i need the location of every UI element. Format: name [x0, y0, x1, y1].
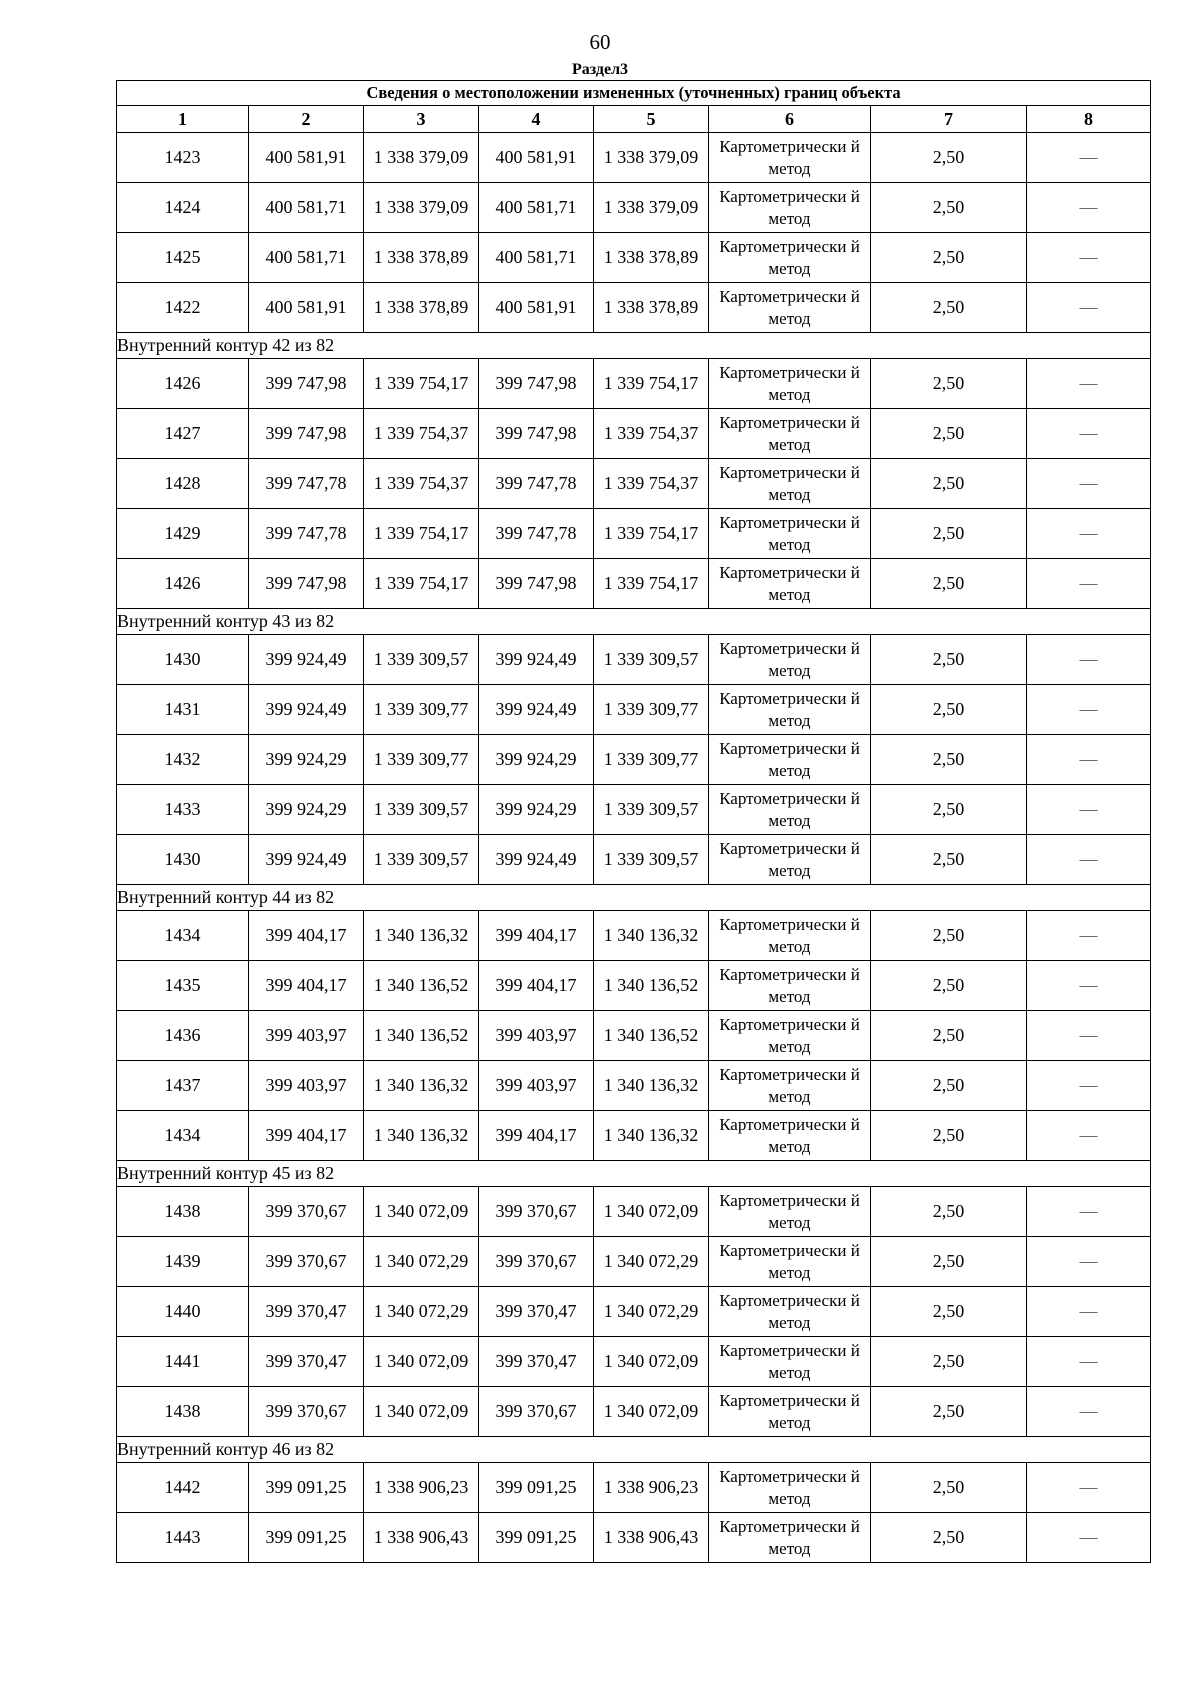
accuracy-cell: 2,50	[871, 1111, 1027, 1161]
accuracy-cell: 2,50	[871, 1061, 1027, 1111]
point-number-cell: 1436	[117, 1011, 249, 1061]
accuracy-cell: 2,50	[871, 785, 1027, 835]
accuracy-cell: 2,50	[871, 685, 1027, 735]
note-cell: —	[1027, 459, 1151, 509]
table-row	[117, 835, 1151, 885]
x-coordinate-new-cell: 400 581,71	[479, 233, 594, 283]
note-cell: —	[1027, 911, 1151, 961]
x-coordinate-old-cell: 399 924,49	[249, 635, 364, 685]
table-row	[117, 283, 1151, 333]
note-cell: —	[1027, 1463, 1151, 1513]
x-coordinate-old-cell: 399 403,97	[249, 1061, 364, 1111]
x-coordinate-new-cell: 399 091,25	[479, 1463, 594, 1513]
y-coordinate-old-cell: 1 339 309,77	[364, 735, 479, 785]
note-cell: —	[1027, 735, 1151, 785]
x-coordinate-new-cell: 399 747,98	[479, 559, 594, 609]
x-coordinate-new-cell: 400 581,91	[479, 283, 594, 333]
accuracy-cell: 2,50	[871, 1463, 1027, 1513]
x-coordinate-old-cell: 399 747,78	[249, 459, 364, 509]
note-cell: —	[1027, 1111, 1151, 1161]
y-coordinate-new-cell: 1 340 136,32	[594, 1111, 709, 1161]
note-cell: —	[1027, 1187, 1151, 1237]
note-cell: —	[1027, 283, 1151, 333]
point-number-cell: 1430	[117, 635, 249, 685]
contour-label: Внутренний контур 43 из 82	[117, 609, 1151, 635]
point-number-cell: 1443	[117, 1513, 249, 1563]
method-cell: Картометрически й метод	[709, 1463, 871, 1513]
table-row	[117, 183, 1151, 233]
y-coordinate-new-cell: 1 339 754,17	[594, 509, 709, 559]
column-header-2: 2	[249, 106, 364, 133]
x-coordinate-old-cell: 399 370,67	[249, 1187, 364, 1237]
x-coordinate-new-cell: 399 747,78	[479, 459, 594, 509]
point-number-cell: 1431	[117, 685, 249, 735]
table-row	[117, 1513, 1151, 1563]
note-cell: —	[1027, 509, 1151, 559]
x-coordinate-old-cell: 399 404,17	[249, 911, 364, 961]
y-coordinate-old-cell: 1 339 309,77	[364, 685, 479, 735]
column-header-5: 5	[594, 106, 709, 133]
method-cell: Картометрически й метод	[709, 1387, 871, 1437]
x-coordinate-new-cell: 399 370,67	[479, 1387, 594, 1437]
x-coordinate-old-cell: 399 404,17	[249, 961, 364, 1011]
method-cell: Картометрически й метод	[709, 1111, 871, 1161]
y-coordinate-old-cell: 1 340 072,29	[364, 1237, 479, 1287]
x-coordinate-new-cell: 400 581,91	[479, 133, 594, 183]
note-cell: —	[1027, 359, 1151, 409]
table-row	[117, 685, 1151, 735]
note-cell: —	[1027, 1287, 1151, 1337]
method-cell: Картометрически й метод	[709, 133, 871, 183]
point-number-cell: 1434	[117, 911, 249, 961]
x-coordinate-new-cell: 399 403,97	[479, 1061, 594, 1111]
x-coordinate-old-cell: 399 747,98	[249, 359, 364, 409]
method-cell: Картометрически й метод	[709, 509, 871, 559]
y-coordinate-old-cell: 1 340 136,32	[364, 911, 479, 961]
y-coordinate-new-cell: 1 339 309,57	[594, 785, 709, 835]
y-coordinate-old-cell: 1 339 754,17	[364, 359, 479, 409]
accuracy-cell: 2,50	[871, 835, 1027, 885]
accuracy-cell: 2,50	[871, 635, 1027, 685]
note-cell: —	[1027, 1513, 1151, 1563]
table-row	[117, 635, 1151, 685]
column-header-7: 7	[871, 106, 1027, 133]
y-coordinate-new-cell: 1 339 309,77	[594, 735, 709, 785]
accuracy-cell: 2,50	[871, 911, 1027, 961]
x-coordinate-new-cell: 399 747,98	[479, 409, 594, 459]
point-number-cell: 1422	[117, 283, 249, 333]
point-number-cell: 1438	[117, 1187, 249, 1237]
accuracy-cell: 2,50	[871, 1387, 1027, 1437]
table-row	[117, 1287, 1151, 1337]
y-coordinate-new-cell: 1 339 309,57	[594, 635, 709, 685]
contour-label: Внутренний контур 46 из 82	[117, 1437, 1151, 1463]
y-coordinate-new-cell: 1 339 309,57	[594, 835, 709, 885]
y-coordinate-new-cell: 1 339 754,37	[594, 459, 709, 509]
method-cell: Картометрически й метод	[709, 911, 871, 961]
accuracy-cell: 2,50	[871, 559, 1027, 609]
x-coordinate-new-cell: 399 924,49	[479, 835, 594, 885]
note-cell: —	[1027, 635, 1151, 685]
y-coordinate-new-cell: 1 339 754,17	[594, 359, 709, 409]
x-coordinate-old-cell: 399 370,67	[249, 1387, 364, 1437]
x-coordinate-old-cell: 399 370,67	[249, 1237, 364, 1287]
note-cell: —	[1027, 1237, 1151, 1287]
accuracy-cell: 2,50	[871, 409, 1027, 459]
x-coordinate-new-cell: 399 747,78	[479, 509, 594, 559]
y-coordinate-new-cell: 1 338 379,09	[594, 133, 709, 183]
accuracy-cell: 2,50	[871, 961, 1027, 1011]
x-coordinate-old-cell: 399 924,29	[249, 735, 364, 785]
x-coordinate-new-cell: 399 403,97	[479, 1011, 594, 1061]
y-coordinate-new-cell: 1 340 072,29	[594, 1237, 709, 1287]
y-coordinate-new-cell: 1 340 136,52	[594, 1011, 709, 1061]
x-coordinate-old-cell: 399 924,29	[249, 785, 364, 835]
y-coordinate-old-cell: 1 339 754,17	[364, 509, 479, 559]
y-coordinate-old-cell: 1 340 136,32	[364, 1111, 479, 1161]
y-coordinate-old-cell: 1 339 309,57	[364, 635, 479, 685]
x-coordinate-old-cell: 399 924,49	[249, 835, 364, 885]
y-coordinate-new-cell: 1 339 309,77	[594, 685, 709, 735]
x-coordinate-new-cell: 399 404,17	[479, 961, 594, 1011]
x-coordinate-new-cell: 399 091,25	[479, 1513, 594, 1563]
column-header-3: 3	[364, 106, 479, 133]
method-cell: Картометрически й метод	[709, 559, 871, 609]
point-number-cell: 1423	[117, 133, 249, 183]
table-row	[117, 1237, 1151, 1287]
accuracy-cell: 2,50	[871, 459, 1027, 509]
table-row	[117, 359, 1151, 409]
table-row	[117, 911, 1151, 961]
y-coordinate-new-cell: 1 339 754,17	[594, 559, 709, 609]
note-cell: —	[1027, 685, 1151, 735]
y-coordinate-old-cell: 1 338 379,09	[364, 183, 479, 233]
table-row	[117, 735, 1151, 785]
y-coordinate-new-cell: 1 340 072,09	[594, 1337, 709, 1387]
x-coordinate-old-cell: 399 404,17	[249, 1111, 364, 1161]
x-coordinate-old-cell: 399 747,98	[249, 559, 364, 609]
accuracy-cell: 2,50	[871, 1011, 1027, 1061]
y-coordinate-new-cell: 1 339 754,37	[594, 409, 709, 459]
table-row	[117, 509, 1151, 559]
accuracy-cell: 2,50	[871, 1513, 1027, 1563]
y-coordinate-old-cell: 1 339 309,57	[364, 785, 479, 835]
column-header-4: 4	[479, 106, 594, 133]
x-coordinate-new-cell: 399 747,98	[479, 359, 594, 409]
note-cell: —	[1027, 409, 1151, 459]
accuracy-cell: 2,50	[871, 1237, 1027, 1287]
y-coordinate-old-cell: 1 340 136,52	[364, 1011, 479, 1061]
contour-label: Внутренний контур 44 из 82	[117, 885, 1151, 911]
y-coordinate-new-cell: 1 338 906,23	[594, 1463, 709, 1513]
y-coordinate-new-cell: 1 340 136,32	[594, 911, 709, 961]
accuracy-cell: 2,50	[871, 1187, 1027, 1237]
y-coordinate-old-cell: 1 340 136,32	[364, 1061, 479, 1111]
point-number-cell: 1438	[117, 1387, 249, 1437]
method-cell: Картометрически й метод	[709, 459, 871, 509]
point-number-cell: 1426	[117, 559, 249, 609]
note-cell: —	[1027, 1011, 1151, 1061]
note-cell: —	[1027, 1387, 1151, 1437]
method-cell: Картометрически й метод	[709, 785, 871, 835]
y-coordinate-old-cell: 1 339 754,37	[364, 409, 479, 459]
method-cell: Картометрически й метод	[709, 1187, 871, 1237]
x-coordinate-new-cell: 400 581,71	[479, 183, 594, 233]
y-coordinate-new-cell: 1 340 136,32	[594, 1061, 709, 1111]
table-row	[117, 1011, 1151, 1061]
y-coordinate-old-cell: 1 338 379,09	[364, 133, 479, 183]
point-number-cell: 1429	[117, 509, 249, 559]
contour-header-row	[117, 885, 1151, 911]
table-row	[117, 961, 1151, 1011]
point-number-cell: 1442	[117, 1463, 249, 1513]
method-cell: Картометрически й метод	[709, 1513, 871, 1563]
method-cell: Картометрически й метод	[709, 635, 871, 685]
point-number-cell: 1427	[117, 409, 249, 459]
note-cell: —	[1027, 133, 1151, 183]
point-number-cell: 1425	[117, 233, 249, 283]
table-row	[117, 1187, 1151, 1237]
accuracy-cell: 2,50	[871, 133, 1027, 183]
table-row	[117, 1061, 1151, 1111]
x-coordinate-new-cell: 399 924,29	[479, 735, 594, 785]
y-coordinate-old-cell: 1 340 072,09	[364, 1387, 479, 1437]
accuracy-cell: 2,50	[871, 1287, 1027, 1337]
method-cell: Картометрически й метод	[709, 735, 871, 785]
table-row	[117, 133, 1151, 183]
point-number-cell: 1434	[117, 1111, 249, 1161]
point-number-cell: 1432	[117, 735, 249, 785]
x-coordinate-old-cell: 400 581,91	[249, 283, 364, 333]
y-coordinate-new-cell: 1 338 379,09	[594, 183, 709, 233]
x-coordinate-old-cell: 399 747,78	[249, 509, 364, 559]
method-cell: Картометрически й метод	[709, 1237, 871, 1287]
table-row	[117, 785, 1151, 835]
point-number-cell: 1441	[117, 1337, 249, 1387]
y-coordinate-old-cell: 1 340 072,29	[364, 1287, 479, 1337]
note-cell: —	[1027, 233, 1151, 283]
point-number-cell: 1439	[117, 1237, 249, 1287]
method-cell: Картометрически й метод	[709, 1337, 871, 1387]
table-title: Сведения о местоположении измененных (уточненных) границ объекта	[117, 81, 1151, 106]
note-cell: —	[1027, 1061, 1151, 1111]
y-coordinate-old-cell: 1 338 906,43	[364, 1513, 479, 1563]
accuracy-cell: 2,50	[871, 509, 1027, 559]
y-coordinate-old-cell: 1 339 309,57	[364, 835, 479, 885]
accuracy-cell: 2,50	[871, 233, 1027, 283]
column-header-8: 8	[1027, 106, 1151, 133]
method-cell: Картометрически й метод	[709, 1011, 871, 1061]
table-title-row	[117, 81, 1151, 106]
table-row	[117, 1387, 1151, 1437]
accuracy-cell: 2,50	[871, 1337, 1027, 1387]
x-coordinate-old-cell: 399 924,49	[249, 685, 364, 735]
method-cell: Картометрически й метод	[709, 1061, 871, 1111]
accuracy-cell: 2,50	[871, 735, 1027, 785]
point-number-cell: 1426	[117, 359, 249, 409]
point-number-cell: 1424	[117, 183, 249, 233]
y-coordinate-old-cell: 1 338 378,89	[364, 233, 479, 283]
x-coordinate-new-cell: 399 370,47	[479, 1337, 594, 1387]
note-cell: —	[1027, 785, 1151, 835]
accuracy-cell: 2,50	[871, 359, 1027, 409]
note-cell: —	[1027, 961, 1151, 1011]
table-row	[117, 233, 1151, 283]
x-coordinate-old-cell: 400 581,71	[249, 233, 364, 283]
x-coordinate-new-cell: 399 924,29	[479, 785, 594, 835]
y-coordinate-old-cell: 1 340 072,09	[364, 1337, 479, 1387]
contour-header-row	[117, 1437, 1151, 1463]
table-row	[117, 409, 1151, 459]
column-header-1: 1	[117, 106, 249, 133]
point-number-cell: 1433	[117, 785, 249, 835]
y-coordinate-old-cell: 1 339 754,37	[364, 459, 479, 509]
x-coordinate-new-cell: 399 404,17	[479, 911, 594, 961]
method-cell: Картометрически й метод	[709, 1287, 871, 1337]
x-coordinate-old-cell: 400 581,71	[249, 183, 364, 233]
y-coordinate-old-cell: 1 338 378,89	[364, 283, 479, 333]
x-coordinate-new-cell: 399 370,67	[479, 1187, 594, 1237]
contour-label: Внутренний контур 42 из 82	[117, 333, 1151, 359]
method-cell: Картометрически й метод	[709, 835, 871, 885]
method-cell: Картометрически й метод	[709, 283, 871, 333]
y-coordinate-new-cell: 1 340 072,09	[594, 1187, 709, 1237]
point-number-cell: 1428	[117, 459, 249, 509]
y-coordinate-old-cell: 1 339 754,17	[364, 559, 479, 609]
y-coordinate-new-cell: 1 338 378,89	[594, 233, 709, 283]
x-coordinate-old-cell: 399 370,47	[249, 1287, 364, 1337]
x-coordinate-old-cell: 399 403,97	[249, 1011, 364, 1061]
y-coordinate-old-cell: 1 340 136,52	[364, 961, 479, 1011]
method-cell: Картометрически й метод	[709, 409, 871, 459]
method-cell: Картометрически й метод	[709, 685, 871, 735]
contour-header-row	[117, 333, 1151, 359]
note-cell: —	[1027, 183, 1151, 233]
note-cell: —	[1027, 835, 1151, 885]
x-coordinate-new-cell: 399 370,67	[479, 1237, 594, 1287]
table-row	[117, 1463, 1151, 1513]
method-cell: Картометрически й метод	[709, 359, 871, 409]
boundary-coordinates-table	[116, 80, 1151, 1563]
y-coordinate-old-cell: 1 340 072,09	[364, 1187, 479, 1237]
y-coordinate-new-cell: 1 340 136,52	[594, 961, 709, 1011]
point-number-cell: 1440	[117, 1287, 249, 1337]
contour-header-row	[117, 609, 1151, 635]
y-coordinate-new-cell: 1 340 072,09	[594, 1387, 709, 1437]
section-label: Раздел3	[571, 61, 629, 78]
x-coordinate-old-cell: 399 747,98	[249, 409, 364, 459]
point-number-cell: 1437	[117, 1061, 249, 1111]
x-coordinate-old-cell: 399 091,25	[249, 1513, 364, 1563]
accuracy-cell: 2,50	[871, 283, 1027, 333]
method-cell: Картометрически й метод	[709, 961, 871, 1011]
contour-header-row	[117, 1161, 1151, 1187]
x-coordinate-old-cell: 400 581,91	[249, 133, 364, 183]
page-number: 60	[589, 30, 611, 54]
x-coordinate-old-cell: 399 370,47	[249, 1337, 364, 1387]
x-coordinate-new-cell: 399 924,49	[479, 685, 594, 735]
column-header-6: 6	[709, 106, 871, 133]
accuracy-cell: 2,50	[871, 183, 1027, 233]
point-number-cell: 1435	[117, 961, 249, 1011]
x-coordinate-new-cell: 399 404,17	[479, 1111, 594, 1161]
method-cell: Картометрически й метод	[709, 183, 871, 233]
y-coordinate-new-cell: 1 338 378,89	[594, 283, 709, 333]
y-coordinate-new-cell: 1 340 072,29	[594, 1287, 709, 1337]
table-row	[117, 559, 1151, 609]
point-number-cell: 1430	[117, 835, 249, 885]
x-coordinate-new-cell: 399 924,49	[479, 635, 594, 685]
method-cell: Картометрически й метод	[709, 233, 871, 283]
table-row	[117, 459, 1151, 509]
contour-label: Внутренний контур 45 из 82	[117, 1161, 1151, 1187]
x-coordinate-new-cell: 399 370,47	[479, 1287, 594, 1337]
note-cell: —	[1027, 559, 1151, 609]
x-coordinate-old-cell: 399 091,25	[249, 1463, 364, 1513]
table-row	[117, 1337, 1151, 1387]
y-coordinate-new-cell: 1 338 906,43	[594, 1513, 709, 1563]
y-coordinate-old-cell: 1 338 906,23	[364, 1463, 479, 1513]
note-cell: —	[1027, 1337, 1151, 1387]
table-row	[117, 1111, 1151, 1161]
column-number-row	[117, 106, 1151, 133]
